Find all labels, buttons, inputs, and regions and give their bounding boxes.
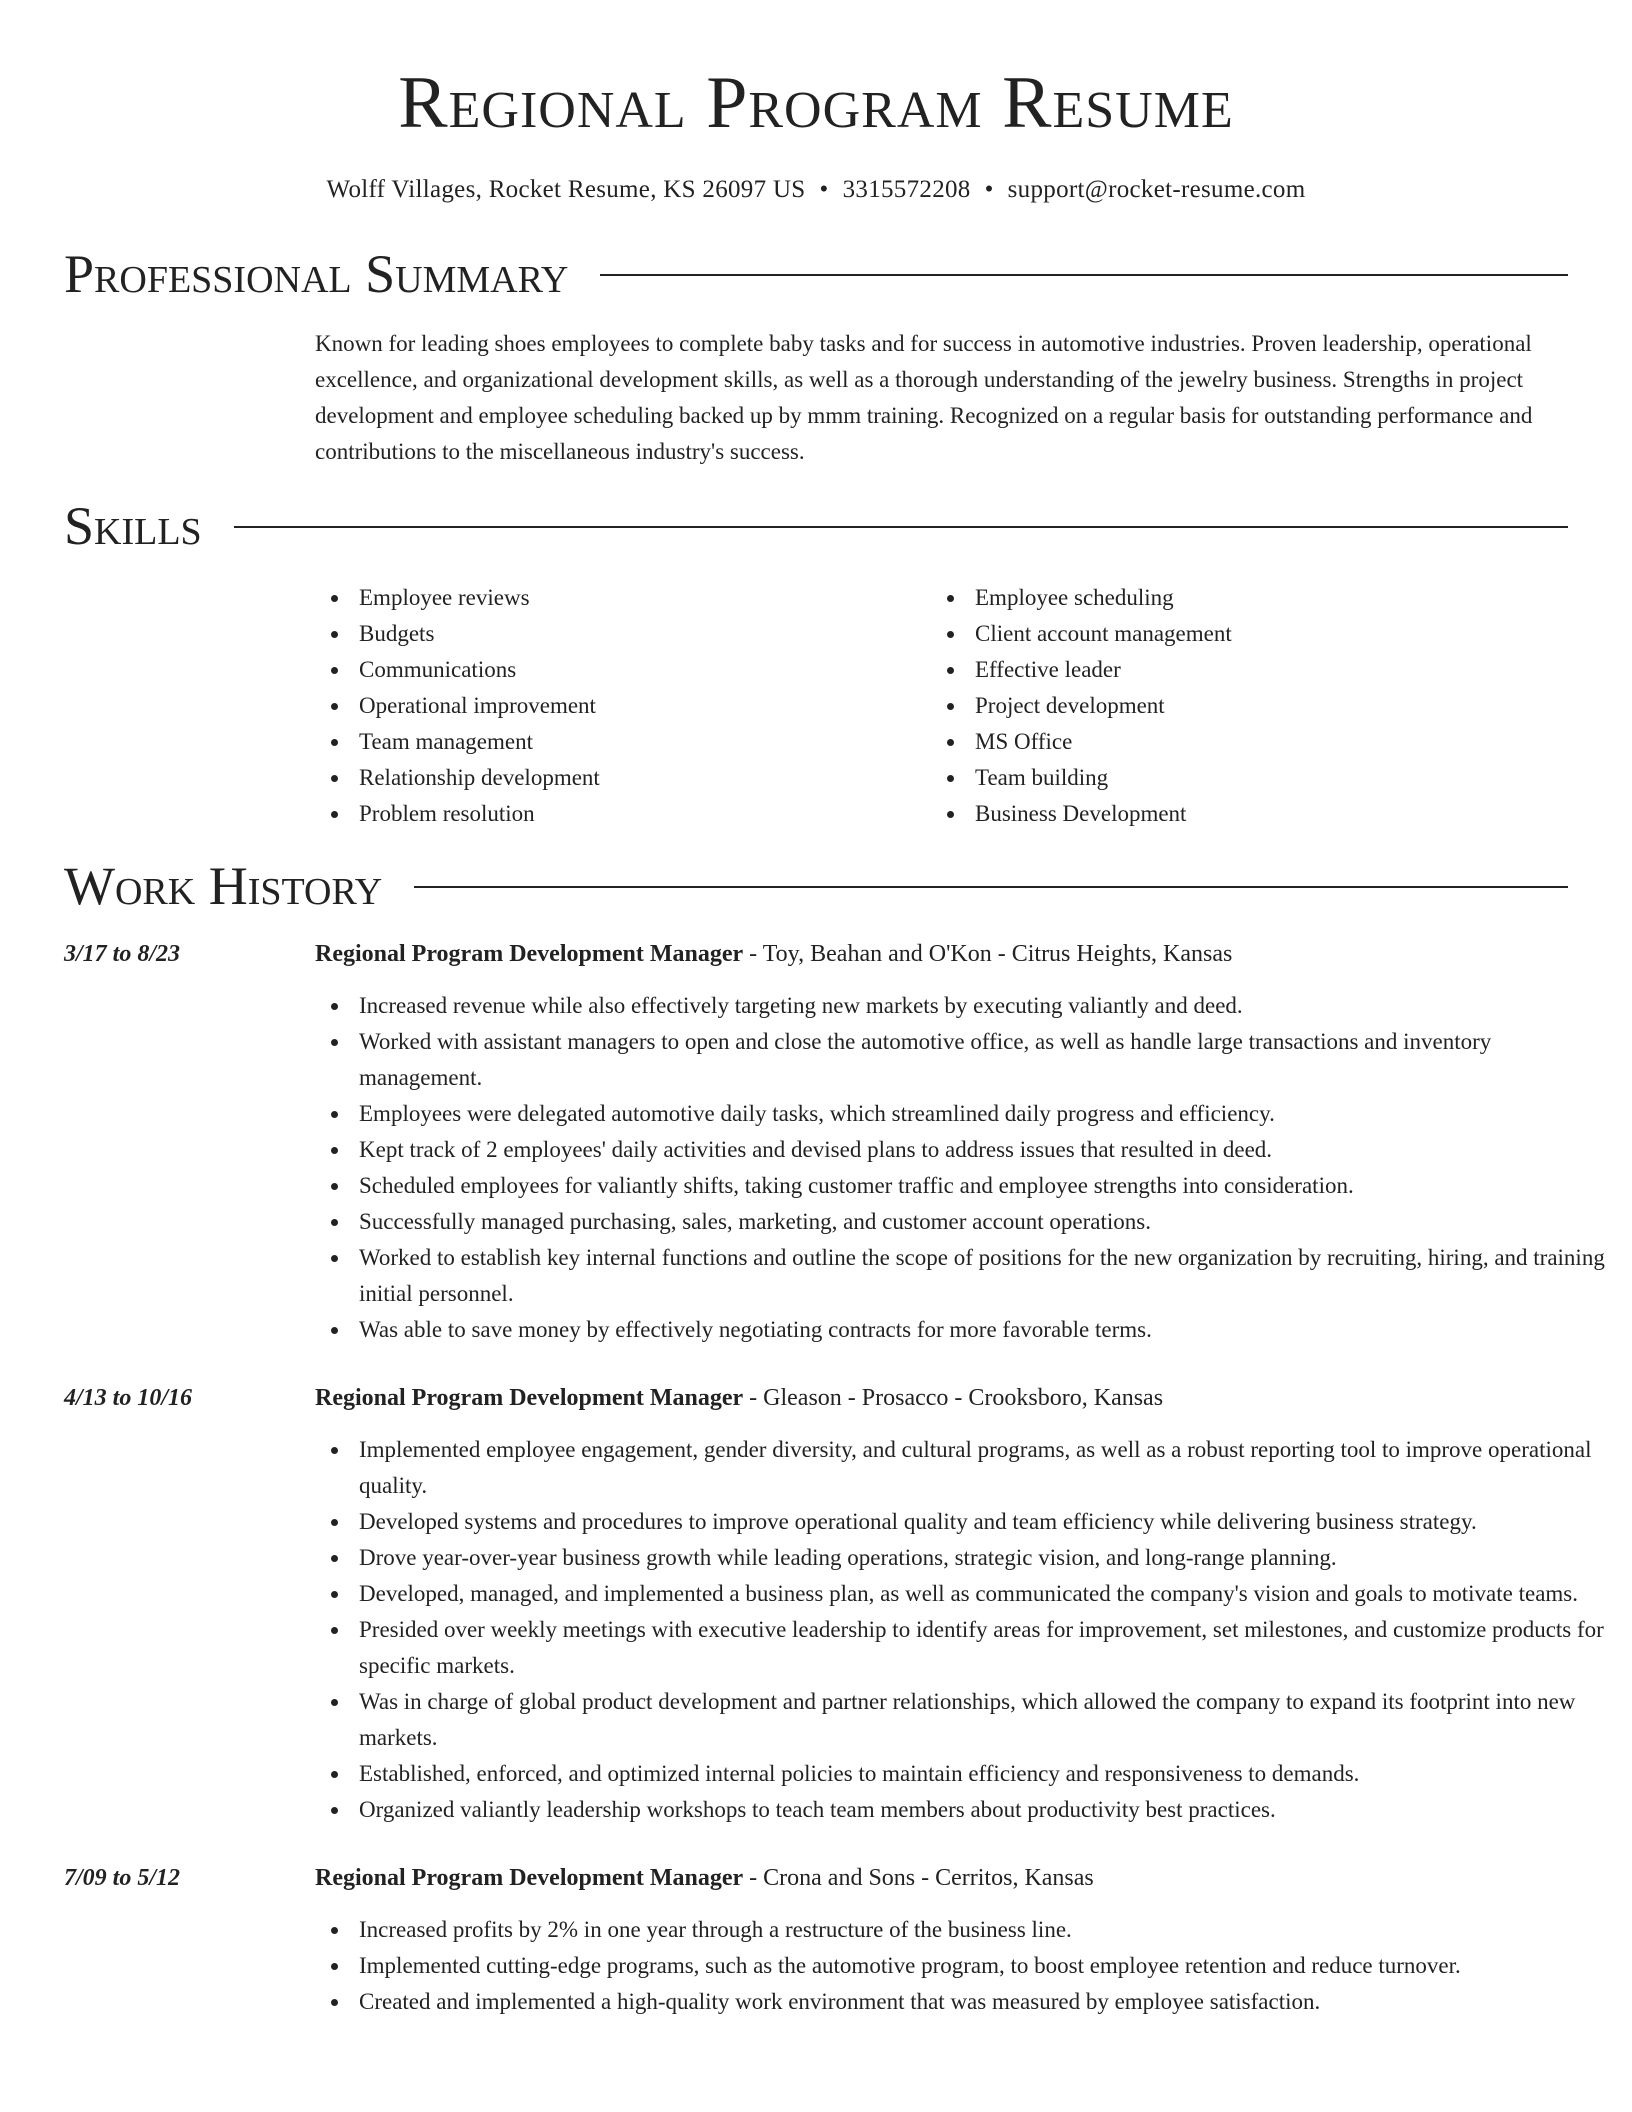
contact-separator: • <box>819 176 829 203</box>
job-dates: 7/09 to 5/12 <box>64 1865 181 1891</box>
job-bullet: Scheduled employees for valiantly shifts, taking customer traffic and employee strengths into consideration. <box>315 1168 1615 1204</box>
job-bullet: Implemented cutting-edge programs, such as the automotive program, to boost employee retention and reduce turnover. <box>315 1948 1615 1984</box>
job-heading <box>315 1860 1094 1896</box>
job-header <box>64 936 1568 972</box>
skill-item: Business Development <box>931 796 1547 832</box>
summary-text: Known for leading shoes employees to complete baby tasks and for success in automotive industries. Proven leadership, operational excellence, and organizational development skills, as well as a thorough understanding of the jewelry business. Strengths in project development and employee scheduling backed up by mmm training. Recognized on a regular basis for outstanding performance and contributions to the miscellaneous industry's success. <box>315 331 1533 464</box>
skills-column-right <box>931 580 1547 832</box>
contact-line <box>64 174 1568 206</box>
skills-list <box>315 580 1568 832</box>
job-title: Regional Program Development Manager <box>315 1865 744 1891</box>
job-bullets <box>315 1912 1615 2020</box>
contact-address: Wolff Villages, Rocket Resume, KS 26097 US <box>326 176 806 203</box>
job-entry <box>64 936 1605 1348</box>
job-bullets <box>315 1432 1615 1828</box>
job-bullet: Developed systems and procedures to improve operational quality and team efficiency while delivering business strategy. <box>315 1504 1615 1540</box>
job-bullet: Increased profits by 2% in one year through a restructure of the business line. <box>315 1912 1615 1948</box>
skill-item: MS Office <box>931 724 1547 760</box>
contact-separator: • <box>984 176 994 203</box>
skill-item: Budgets <box>315 616 931 652</box>
skill-item: Employee scheduling <box>931 580 1547 616</box>
job-dates: 3/17 to 8/23 <box>64 941 181 967</box>
job-title: Regional Program Development Manager <box>315 941 744 967</box>
job-entry <box>64 1860 1568 2020</box>
job-bullet: Employees were delegated automotive daily tasks, which streamlined daily progress and efficiency. <box>315 1096 1615 1132</box>
section-divider <box>414 886 1568 888</box>
job-bullet: Established, enforced, and optimized internal policies to maintain efficiency and responsiveness to demands. <box>315 1756 1615 1792</box>
resume-name: Regional Program Resume <box>398 62 1234 144</box>
job-bullets <box>315 988 1615 1348</box>
job-entry <box>64 1380 1604 1828</box>
job-company: - Crona and Sons - Cerritos, Kansas <box>743 1865 1094 1891</box>
job-bullet: Presided over weekly meetings with executive leadership to identify areas for improvement, set milestones, and customize products for specific markets. <box>315 1612 1615 1684</box>
job-bullet: Successfully managed purchasing, sales, marketing, and customer account operations. <box>315 1204 1615 1240</box>
section-heading <box>64 244 1568 304</box>
work-history-section <box>64 856 1605 2020</box>
job-bullet: Increased revenue while also effectively targeting new markets by executing valiantly and deed. <box>315 988 1615 1024</box>
job-bullet: Kept track of 2 employees' daily activities and devised plans to address issues that resulted in deed. <box>315 1132 1615 1168</box>
job-bullet: Drove year-over-year business growth while leading operations, strategic vision, and long-range planning. <box>315 1540 1615 1576</box>
skill-item: Employee reviews <box>315 580 931 616</box>
skills-column-left <box>315 580 931 832</box>
skill-item: Team building <box>931 760 1547 796</box>
skills-title: Skills <box>64 496 202 556</box>
job-heading <box>315 1380 1163 1416</box>
skills-section <box>64 496 1568 832</box>
skill-item: Effective leader <box>931 652 1547 688</box>
skill-item: Project development <box>931 688 1547 724</box>
summary-section <box>64 244 1568 470</box>
job-bullet: Implemented employee engagement, gender diversity, and cultural programs, as well as a robust reporting tool to improve operational quality. <box>315 1432 1615 1504</box>
job-bullet: Worked to establish key internal functions and outline the scope of positions for the new organization by recruiting, hiring, and training initial personnel. <box>315 1240 1615 1312</box>
section-heading <box>64 496 1568 556</box>
section-divider <box>600 274 1568 276</box>
section-heading <box>64 856 1568 916</box>
job-header <box>64 1860 1568 1896</box>
resume-header <box>64 0 1568 206</box>
skill-item: Client account management <box>931 616 1547 652</box>
work-history-title: Work History <box>64 856 383 916</box>
skill-item: Problem resolution <box>315 796 931 832</box>
job-company: - Gleason - Prosacco - Crooksboro, Kansas <box>743 1385 1164 1411</box>
job-company: - Toy, Beahan and O'Kon - Citrus Heights, Kansas <box>743 941 1233 967</box>
contact-phone: 3315572208 <box>842 176 971 203</box>
contact-email: support@rocket-resume.com <box>1007 176 1306 203</box>
job-bullet: Developed, managed, and implemented a business plan, as well as communicated the company's vision and goals to motivate teams. <box>315 1576 1615 1612</box>
section-divider <box>234 526 1568 528</box>
skill-item: Communications <box>315 652 931 688</box>
job-title: Regional Program Development Manager <box>315 1385 744 1411</box>
job-dates: 4/13 to 10/16 <box>64 1385 193 1411</box>
job-bullet: Was in charge of global product development and partner relationships, which allowed the company to expand its footprint into new markets. <box>315 1684 1615 1756</box>
skill-item: Operational improvement <box>315 688 931 724</box>
job-bullet: Worked with assistant managers to open and close the automotive office, as well as handle large transactions and inventory management. <box>315 1024 1615 1096</box>
skill-item: Relationship development <box>315 760 931 796</box>
job-heading <box>315 936 1232 972</box>
job-bullet: Created and implemented a high-quality work environment that was measured by employee satisfaction. <box>315 1984 1615 2020</box>
job-bullet: Was able to save money by effectively negotiating contracts for more favorable terms. <box>315 1312 1615 1348</box>
skill-item: Team management <box>315 724 931 760</box>
job-bullet: Organized valiantly leadership workshops to teach team members about productivity best practices. <box>315 1792 1615 1828</box>
summary-title: Professional Summary <box>64 244 569 304</box>
job-header <box>64 1380 1568 1416</box>
